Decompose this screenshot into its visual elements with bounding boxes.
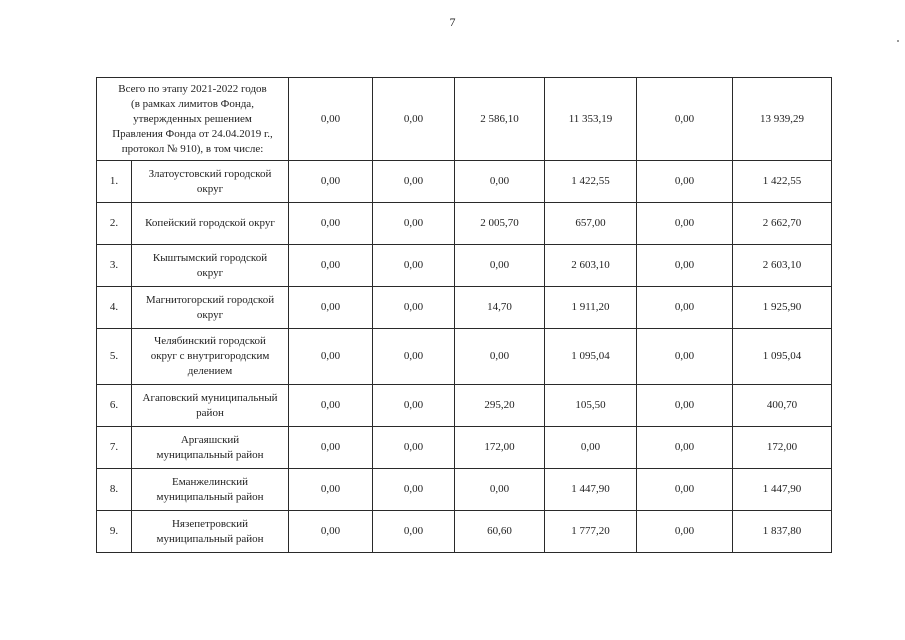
name-line: Агаповский муниципальный xyxy=(142,391,278,404)
table-row xyxy=(97,329,832,385)
value-cell: 0,00 xyxy=(289,511,373,553)
value-cell: 0,00 xyxy=(373,287,455,329)
municipality-name xyxy=(132,287,289,329)
row-number: 6. xyxy=(97,385,132,427)
value-cell: 13 939,29 xyxy=(733,78,832,161)
row-number: 1. xyxy=(97,161,132,203)
value-cell: 172,00 xyxy=(455,427,545,469)
table-row xyxy=(97,385,832,427)
total-row xyxy=(97,78,832,161)
name-line: делением xyxy=(187,365,233,377)
total-label-line: Всего по этапу 2021-2022 годов xyxy=(118,82,267,95)
name-line: округ с внутригородским xyxy=(150,350,270,362)
value-cell: 0,00 xyxy=(373,161,455,203)
value-cell: 1 422,55 xyxy=(545,161,637,203)
value-cell: 0,00 xyxy=(545,427,637,469)
row-number: 8. xyxy=(97,469,132,511)
value-cell: 2 005,70 xyxy=(455,203,545,245)
value-cell: 0,00 xyxy=(637,245,733,287)
value-cell: 2 586,10 xyxy=(455,78,545,161)
value-cell: 0,00 xyxy=(373,511,455,553)
value-cell: 0,00 xyxy=(289,203,373,245)
value-cell: 0,00 xyxy=(455,161,545,203)
value-cell: 0,00 xyxy=(373,203,455,245)
data-table xyxy=(96,77,832,553)
value-cell: 0,00 xyxy=(637,427,733,469)
name-line: округ xyxy=(196,182,224,195)
municipality-name xyxy=(132,469,289,511)
total-label xyxy=(97,78,289,161)
name-line: Златоустовский городской xyxy=(148,167,272,180)
municipality-name xyxy=(132,427,289,469)
value-cell: 0,00 xyxy=(373,427,455,469)
table-row xyxy=(97,245,832,287)
table-row xyxy=(97,161,832,203)
name-line: Копейский городской округ xyxy=(145,217,275,229)
value-cell: 0,00 xyxy=(637,287,733,329)
value-cell: 2 603,10 xyxy=(545,245,637,287)
value-cell: 105,50 xyxy=(545,385,637,427)
value-cell: 1 777,20 xyxy=(545,511,637,553)
value-cell: 0,00 xyxy=(373,78,455,161)
name-line: район xyxy=(196,406,224,419)
value-cell: 657,00 xyxy=(545,203,637,245)
value-cell: 0,00 xyxy=(637,161,733,203)
value-cell: 1 911,20 xyxy=(545,287,637,329)
value-cell: 1 925,90 xyxy=(733,287,832,329)
value-cell: 0,00 xyxy=(373,329,455,385)
value-cell: 0,00 xyxy=(289,161,373,203)
value-cell: 0,00 xyxy=(289,427,373,469)
value-cell: 1 095,04 xyxy=(545,329,637,385)
table-row xyxy=(97,469,832,511)
value-cell: 0,00 xyxy=(289,385,373,427)
value-cell: 0,00 xyxy=(637,385,733,427)
value-cell: 0,00 xyxy=(637,203,733,245)
value-cell: 0,00 xyxy=(637,329,733,385)
row-number: 7. xyxy=(97,427,132,469)
row-number: 4. xyxy=(97,287,132,329)
table-row xyxy=(97,511,832,553)
value-cell: 1 447,90 xyxy=(733,469,832,511)
value-cell: 0,00 xyxy=(637,511,733,553)
value-cell: 0,00 xyxy=(455,329,545,385)
value-cell: 0,00 xyxy=(373,469,455,511)
value-cell: 2 662,70 xyxy=(733,203,832,245)
name-line: муниципальный район xyxy=(156,490,264,503)
total-label-line: утвержденных решением xyxy=(133,112,252,125)
name-line: округ xyxy=(196,308,224,321)
value-cell: 1 095,04 xyxy=(733,329,832,385)
value-cell: 1 422,55 xyxy=(733,161,832,203)
name-line: муниципальный район xyxy=(156,532,264,545)
row-number: 3. xyxy=(97,245,132,287)
total-label-line: протокол № 910), в том числе: xyxy=(121,142,264,155)
total-label-line: (в рамках лимитов Фонда, xyxy=(131,97,254,110)
name-line: Еманжелинский xyxy=(172,475,248,488)
municipality-name xyxy=(132,385,289,427)
value-cell: 1 837,80 xyxy=(733,511,832,553)
row-number: 2. xyxy=(97,203,132,245)
row-number: 9. xyxy=(97,511,132,553)
page-number: 7 xyxy=(449,15,456,29)
value-cell: 0,00 xyxy=(455,469,545,511)
value-cell: 172,00 xyxy=(733,427,832,469)
municipality-name xyxy=(132,203,289,245)
value-cell: 60,60 xyxy=(455,511,545,553)
value-cell: 0,00 xyxy=(637,78,733,161)
name-line: округ xyxy=(196,266,224,279)
total-label-line: Правления Фонда от 24.04.2019 г., xyxy=(112,127,273,140)
value-cell: 1 447,90 xyxy=(545,469,637,511)
value-cell: 0,00 xyxy=(289,245,373,287)
value-cell: 0,00 xyxy=(289,78,373,161)
table-row xyxy=(97,287,832,329)
value-cell: 0,00 xyxy=(373,385,455,427)
municipality-name xyxy=(132,245,289,287)
name-line: муниципальный район xyxy=(156,448,264,461)
value-cell: 0,00 xyxy=(289,329,373,385)
row-number: 5. xyxy=(97,329,132,385)
value-cell: 0,00 xyxy=(289,469,373,511)
value-cell: 14,70 xyxy=(455,287,545,329)
table-row xyxy=(97,427,832,469)
table-row xyxy=(97,203,832,245)
value-cell: 0,00 xyxy=(373,245,455,287)
municipality-name xyxy=(132,161,289,203)
value-cell: 11 353,19 xyxy=(545,78,637,161)
value-cell: 2 603,10 xyxy=(733,245,832,287)
name-line: Кыштымский городской xyxy=(152,251,268,264)
scan-mark xyxy=(897,40,899,42)
name-line: Челябинский городской xyxy=(154,335,266,347)
municipality-name xyxy=(132,511,289,553)
value-cell: 400,70 xyxy=(733,385,832,427)
name-line: Магнитогорский городской xyxy=(145,293,275,306)
name-line: Аргаяшский xyxy=(180,433,240,446)
value-cell: 0,00 xyxy=(455,245,545,287)
value-cell: 0,00 xyxy=(637,469,733,511)
value-cell: 0,00 xyxy=(289,287,373,329)
value-cell: 295,20 xyxy=(455,385,545,427)
name-line: Нязепетровский xyxy=(171,517,249,530)
municipality-name xyxy=(132,329,289,385)
